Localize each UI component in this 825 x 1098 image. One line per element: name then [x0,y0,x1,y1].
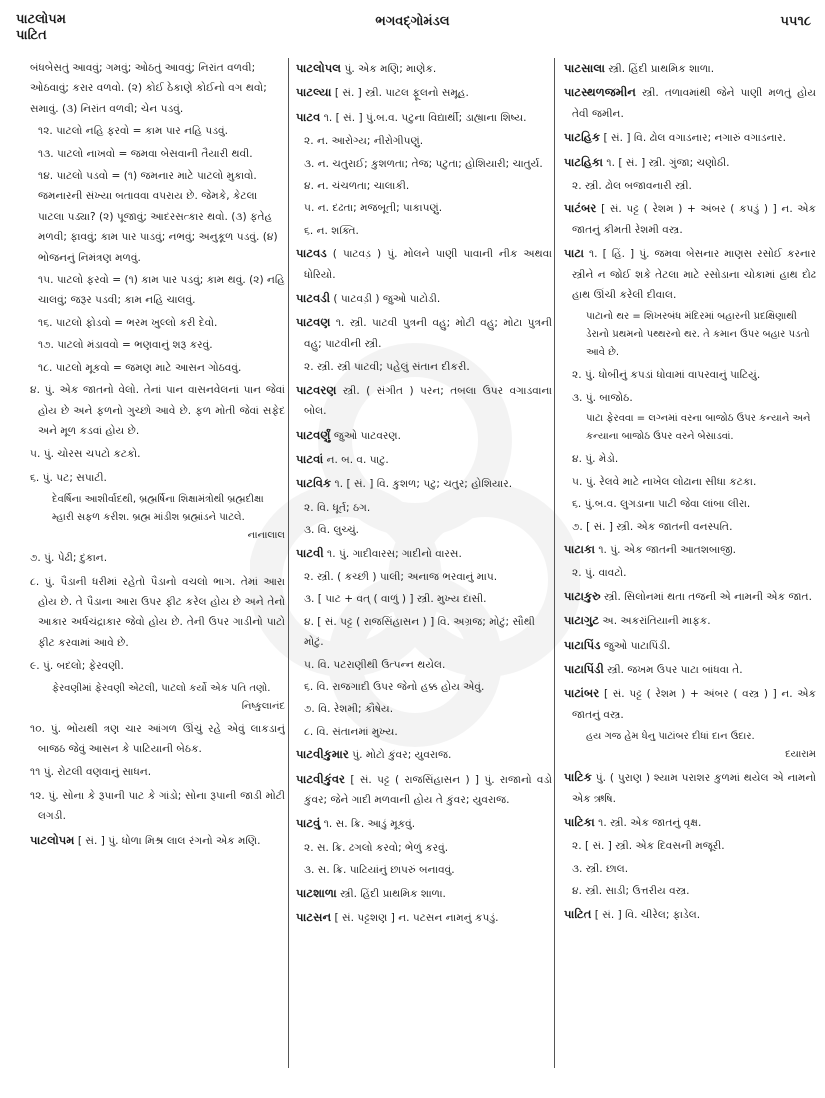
entry-sense [296,198,552,218]
definition-text: જુઓ પાટાપિંડી. [603,639,671,652]
definition-text: ૪. પું. મેડો. [572,453,619,466]
definition-text: ૧. સ્ત્રી. પાટવી પુત્રની વહુ; મોટી વહુ; મોટા પુત્રની વહુ; પાટવીની સ્ત્રી. [304,317,552,350]
definition-text: ૩. [ પાટ + વત્ ( વાળું ) ] સ્ત્રી. મુખ્ય દાસી. [304,593,487,606]
definition-text: ૭. [ સં. ] સ્ત્રી. એક જાતની વનસ્પતિ. [572,520,733,533]
entry-sense [296,520,552,540]
definition-text: ૧. [ સં. ] સ્ત્રી. ગુંજા; ચણોઠી. [606,156,730,169]
dictionary-entry [30,444,285,464]
dictionary-entry [296,543,552,564]
headword: પાટવું [296,816,321,831]
entry-sense [296,655,552,675]
dictionary-title: ભગવદ્ગોમંડલ [375,14,450,29]
dictionary-entry [30,468,285,488]
definition-text: ૬. પું.બ.વ. લુગડાના પાટી જેવા લાંબા લીરા. [572,498,751,511]
definition-text: ૩. સ્ત્રી. છાલ. [572,862,629,875]
definition-text: સ્ત્રી. ( સંગીત ) પરન; તબલા ઉપર વગાડવાના બોલ. [304,384,552,418]
definition-text: ૧૦. પું. ભોંયથી ત્રણ ચાર આંગળ ઊંચું રહે એવું લાકડાનું બાજઠ જેવું આસન કે પાટિયાની બેઠક. [30,722,285,755]
dictionary-entry [564,82,816,124]
headword: પાટવણ [296,315,331,330]
definition-text: ૫. વિ. પટરાણીથી ઉત્પન્ન થયેલ. [304,658,446,671]
headword: પાટવિક [296,476,332,491]
guide-word-last: પાટિત [16,28,47,43]
headword: પાટાંબર [564,686,600,701]
headword: પાટલોપમ [30,832,75,847]
entry-quotation [564,728,816,764]
column-2 [296,38,552,1098]
dictionary-entry [296,312,552,354]
column-1 [30,38,285,1098]
definition-text: [ સં. પટ્ટ ( રાજસિંહાસન ) ] પું. રાજાનો વડો કુંવર; જેને ગાદી મળવાની હોય તે કુંવર; યુવરાજ. [304,773,552,806]
entry-sense [30,335,285,355]
entry-sense [30,270,285,311]
entry-sense [564,836,816,856]
dictionary-entry [564,659,816,680]
dictionary-entry [30,830,285,851]
definition-text: ૯. પું. બદલો; ફેરવણી. [30,660,124,673]
dictionary-entry [296,58,552,79]
definition-text: પાટા ફેરવવા = લગ્નમાં વરના બાજોઠ ઉપર કન્યાને અને કન્યાના બાજોઠ ઉપર વરને બેસાડવાં. [586,413,811,443]
dictionary-entry [296,744,552,765]
headword: પાટવરણ [296,382,337,397]
definition-text: ૧. પું. એક જાતની આતશબાજી. [598,543,737,556]
definition-text: ૨. સ્ત્રી. સ્ત્રી પાટવી; પહેલું સંતાન દીકરી. [304,361,470,374]
dictionary-entry [30,786,285,827]
entry-quotation [564,410,816,446]
quotation-attribution: દયારામ [785,749,816,761]
definition-text: [ સં. પટ્ટશણ ] ન. પટસન નામનું કપડું. [334,912,499,925]
entry-sense [30,313,285,333]
definition-text: ૧૨. પું. સોના કે રૂપાની પાટ કે ગાંડો; સોના રૂપાની જાડી મોટી લગડી. [30,789,285,823]
definition-text: ૬. પું. પટ; સપાટી. [30,471,107,484]
definition-text: હય ગજ હેમ ધેનુ પાટાંબર દીધાં દાન ઉદાર. [586,731,755,743]
dictionary-entry [30,762,285,782]
entry-sense [564,449,816,469]
entry-sense [296,176,552,196]
definition-text: ૪. ન. ચંચળતા; ચાલાકી. [304,180,410,193]
headword: પાટવર્ણું [296,427,331,442]
entry-sense [296,357,552,377]
entry-sense [564,859,816,879]
definition-text: બંધબેસતું આવવું; ગમવું; ઓઠતું આવવું; નિરાંત વળવી; ઓઠવાવું; કરાર વળવો. (૨) કોઈ ઠેકાણે કોઈનો વગ થવો; સમાવું. (૩) નિરાંત વળવી; ચેન પડવું. [30,62,267,115]
entry-sense [296,131,552,151]
headword: પાટા [564,246,584,261]
definition-text: પું. ( પુરાણ ) શ્યામ પરાશર કુળમાં થયેલ એ નામનો એક ઋષિ. [572,772,816,805]
definition-text: ન. બ. વ. પાટુ. [326,453,389,466]
definition-text: ૨. વિ. ધૂર્ત; ઠગ. [304,501,371,514]
definition-text: ૨. પું. ધોબીનું કપડાં ધોવામાં વાપરવાનું પાટિયું. [572,369,761,382]
definition-text: સ્ત્રી. તળાવમાંથી જેને પાણી મળતું હોય તેવી જમીન. [572,87,816,120]
page-number: ૫૫૧૮ [780,14,811,29]
entry-quotation [30,680,285,716]
dictionary-entry [296,380,552,422]
column-3 [564,38,816,1098]
definition-text: પું. એક મણિ; માણેક. [344,63,437,75]
dictionary-entry [30,719,285,760]
headword: પાટિત [564,906,592,921]
headword: પાટવડ [296,246,327,261]
definition-text: ૧૭. પાટલો મંડાવવો = ભણવાનું શરૂ કરવું. [38,339,213,352]
entry-sense [296,860,552,880]
headword: પાટંબર [564,201,597,216]
definition-text: ૩. ન. ચતુરાઈ; કુશળતા; તેજ; પટુતા; હોશિયારી; ચાતુર્ય. [304,157,543,170]
headword: પાટાપિંડ [564,637,601,652]
headword: પાટસન [296,910,332,925]
definition-text: ૨. ન. આરોગ્ય; નીરોગીપણું. [304,135,424,148]
entry-sense [564,517,816,537]
entry-sense [30,144,285,164]
dictionary-entry [564,152,816,173]
definition-text: ૧૮. પાટલો મૂકવો = જમણ માટે આસન ગોઠવવું. [38,361,242,374]
definition-text: ૩. પું. બાજોઠ. [572,391,633,404]
guide-word-first: પાટલોપમ [16,12,66,27]
headword: પાટવાં [296,451,324,466]
dictionary-entry [30,380,285,441]
entry-sense [30,121,285,141]
definition-text: જુઓ પાટવરણ. [333,429,402,442]
column-divider [288,58,289,1068]
definition-text: અ. અકરાંતિયાની માફક. [602,615,711,628]
headword: પાટલ્યા [296,85,332,100]
headword: પાટવડી [296,291,331,306]
definition-text: ૮. વિ. સંતાનમાં મુખ્ય. [304,725,398,738]
dictionary-entry [296,107,552,128]
dictionary-entry [564,610,816,631]
definition-text: પાટાનો થર = શિખરબંધ મંદિરમાં બહારની પ્રદક્ષિણાથી ડેરાનો પ્રથમનો પથ્થરનો થર. તે કમાન ઉપર બહાર પડતો આવે છે. [586,311,810,359]
definition-text: ૧૬. પાટલો ફોડવો = ભરમ ખુલ્લો કરી દેવો. [38,316,218,329]
dictionary-entry [296,425,552,446]
dictionary-entry [30,572,285,654]
entry-sense [564,881,816,901]
definition-text: સ્ત્રી. સિલોનમાં થતા તજની એ નામની એક જાત. [604,590,812,603]
definition-text: [ સં. ] વિ. ચીરેલ; ફાડેલ. [594,908,701,921]
headword: પાટસાલા [564,61,605,75]
definition-text: ૨. [ સં. ] સ્ત્રી. એક દિવસની મજૂરી. [572,840,725,853]
dictionary-entry [564,812,816,833]
dictionary-entry [30,548,285,568]
definition-text: પું. મોટો કુંવર; યુવરાજ. [352,749,452,762]
entry-sense [296,612,552,653]
definition-text: ૫. પું. રેલવે માટે નાખેલ લોઢાના સીધા કટકા. [572,475,757,488]
entry-continuation [30,58,285,119]
definition-text: ૧. [ સં. ] વિ. કુશળ; પટુ; ચતુર; હોશિયાર. [334,478,513,491]
dictionary-entry [564,58,816,79]
dictionary-entry [296,883,552,904]
definition-text: ૧૨. પાટલો નહિ ફરવો = કામ પાર નહિ પડવું. [38,125,228,138]
entry-sense [296,221,552,241]
entry-sense [564,472,816,492]
definition-text: ૩. વિ. લુચ્ચું. [304,524,360,537]
dictionary-entry [296,769,552,811]
dictionary-entry [564,635,816,656]
dictionary-entry [564,127,816,148]
headword: પાટશાળા [296,885,337,900]
definition-text: ૭. વિ. રેશમી; કૌષેય. [304,703,394,716]
definition-text: ૬. ન. શક્તિ. [304,224,359,237]
definition-text: ૨. સ. ક્રિ. ઢગલો કરવો; ભેળું કરવું. [304,841,449,854]
definition-text: [ સં. પટ્ટ ( રેશમ ) + અંબર ( વસ્ત્ર ) ] ન. એક જાતનું વસ્ત્ર. [572,688,816,721]
definition-text: [ સં. ] પું. ધોળા મિશ્ર લાલ રંગનો એક મણિ. [77,834,261,847]
definition-text: ૧૧ પું. રોટલી વણવાનું સાધન. [30,766,152,779]
dictionary-entry [296,449,552,470]
dictionary-entry [296,907,552,928]
dictionary-entry [564,683,816,725]
dictionary-entry [564,904,816,925]
headword: પાટસ્થળજમીન [564,85,636,100]
entry-sense [564,365,816,385]
dictionary-entry [296,473,552,494]
headword: પાટવીકુંવર [296,771,346,786]
headword: પાટાકુરુ [564,588,601,603]
definition-text: ૫. પું. ચોરસ ચપટો કટકો. [30,448,141,461]
dictionary-entry [564,198,816,240]
definition-text: ૪. સ્ત્રી. સાડી; ઉત્તરીય વસ્ત્ર. [572,885,690,898]
definition-text: ૧. સ. ક્રિ. આડું મૂકવું. [323,818,416,831]
entry-sense [296,498,552,518]
definition-text: ૧. [ સં. ] પું.બ.વ. પટુના વિદ્યાર્થી; ડાહ્યાના શિષ્ય. [323,111,527,124]
entry-sense [296,722,552,742]
entry-sense [564,176,816,196]
dictionary-entry [296,243,552,285]
column-divider [554,58,555,1068]
dictionary-entry [564,539,816,560]
definition-text: ૪. [ સં. પટ્ટ ( રાજસિંહાસન ) ] વિ. અગ્રજ; મોટું; સૌથી મોટું. [304,615,535,649]
entry-sense [564,563,816,583]
definition-text: ૨. સ્ત્રી. ઢોલ બજાવનારી સ્ત્રી. [572,180,692,193]
definition-text: ૧. [ હિં. ] પું. જમવા બેસનાર માણસ રસોઈ કરનાર સ્ત્રીને ન જોઈ શકે તેટલા માટે રસોડાના ચોકામાં હાથ દોઢ હાથ ઊંચી કરેલી દીવાલ. [572,248,816,302]
definition-text: સ્ત્રી. જખમ ઉપર પાટા બાંધવા તે. [607,663,743,676]
entry-sense [296,699,552,719]
headword: પાટહિક [564,130,601,145]
definition-text: [ સં. પટ્ટ ( રેશમ ) + અંબર ( કપડું ) ] ન. એક જાતનું કીમતી રેશમી વસ્ત્ર. [572,203,816,236]
dictionary-entry [296,813,552,834]
definition-text: ૧૩. પાટલો નાખવો = જમવા બેસવાની તૈયારી થવી. [38,147,253,160]
definition-text: ૮. પું. પૈડાની ધરીમાં રહેતો પૈડાનો વચલો ભાગ. તેમાં આરા હોય છે. તે પૈડાના આરા ઉપર ફીટ કરેલ હોય છે અને તેનો આકાર અર્ધચંદ્રાકાર જેવો હોય છે. તેની ઉપર ગાડીનો પાટો ફીટ કરવામાં આવે છે. [30,575,285,649]
definition-text: ૧. પું. ગાદીવારસ; ગાદીનો વારસ. [327,547,462,560]
entry-sense [296,567,552,587]
dictionary-entry [564,586,816,607]
definition-text: ૧૫. પાટલો ફરવો = (૧) કામ પાર પડવું; કામ થવું. (૨) નહિ ચાલવું; જરૂર પડવી; કામ નહિ ચાલવું. [38,274,285,307]
entry-quotation [30,491,285,545]
definition-text: ( પાટવડ઼ી ) જુઓ પાટોડી. [333,293,441,306]
headword: પાટાગુટ [564,613,600,628]
entry-sense [296,677,552,697]
headword: પાટવી [296,545,324,560]
entry-quotation [564,308,816,362]
quotation-attribution: નિષ્કુલાનંદ [241,700,285,712]
headword: પાટહિકા [564,154,604,169]
dictionary-entry [296,288,552,309]
quotation-attribution: નાનાલાલ [247,530,285,542]
definition-text: ૬. વિ. રાજગાદી ઉપર જેનો હક્ક હોય એવું. [304,680,485,693]
dictionary-entry [564,767,816,809]
dictionary-entry [30,656,285,676]
definition-text: ફેરવણીમાં ફેરવણી એટલી, પાટલો કર્યો એક પતિ તણો. [52,682,271,694]
definition-text: સ્ત્રી. હિંદી પ્રાથમિક શાળા. [340,887,446,900]
dictionary-entry [564,243,816,305]
definition-text: સ્ત્રી. હિંદી પ્રાથમિક શાળા. [608,63,715,75]
definition-text: [ સં. ] સ્ત્રી. પાટલ ફૂલનો સમૂહ. [334,87,469,100]
definition-text: ૩. સ. ક્રિ. પાટિયાંનું છાપરું બનાવવું. [304,864,455,877]
headword: પાટવ [296,109,321,124]
definition-text: ૨. પું. વાવટો. [572,567,627,580]
entry-sense [564,388,816,408]
entry-sense [296,589,552,609]
headword: પાટાકા [564,541,595,556]
entry-sense [564,494,816,514]
entry-sense [296,838,552,858]
definition-text: ૧૪. પાટલો પડવો = (૧) જમનાર માટે પાટલો મુકાવો. જમનારની સંખ્યા બતાવવા વપરાય છે. જેમકે, કેટલા પાટલા પડ્યા? (૨) પૂજાવું; આદરસત્કાર થવો. (૩) ફતેહ મળવી; ફાવવું; કામ પાર પાડવું; નભવું; અનુકૂળ પડવું. (૪) ભોજનનું નિમંત્રણ મળવું. [38,170,278,264]
definition-text: દેવર્ષિના આશીર્વાદથી, બ્રહ્મર્ષિના શિક્ષામંત્રોથી બ્રહ્મદીક્ષા મ્હારી સફળ કરીશ. બ્રહ્મ માંડીશ બ્રહ્માંડને પાટલે. [52,494,264,524]
headword: પાટિક [564,770,592,785]
headword: પાટિકા [564,814,595,829]
definition-text: ૫. ન. દઢતા; મજબૂતી; પાકાપણું. [304,202,443,215]
dictionary-entry [296,82,552,103]
headword: પાટલોપલ [296,61,342,75]
entry-sense [30,358,285,378]
definition-text: ૧. સ્ત્રી. એક જાતનું વૃક્ષ. [598,816,702,829]
entry-sense [296,154,552,174]
entry-sense [30,166,285,268]
definition-text: ૨. સ્ત્રી. ( કચ્છી ) પાલી; અનાજ ભરવાનું માપ. [304,570,498,583]
definition-text: ૭. પું. પેઢી; દુકાન. [30,552,108,565]
definition-text: ૪. પું. એક જાતનો વેલો. તેનાં પાન વાસનવેલનાં પાન જેવાં હોય છે અને ફળનો ગુચ્છો આવે છે. ફળ મોતી જેવાં સફેદ અને મૂળ કડવાં હોય છે. [30,384,285,437]
definition-text: ( પાટવડ઼ ) પું. મોલને પાણી પાવાની નીક અથવા ધોરિયો. [304,248,552,281]
headword: પાટવીકુમાર [296,747,349,762]
definition-text: [ સં. ] વિ. ઢોલ વગાડનાર; નગારું વગાડનાર. [603,132,786,145]
headword: પાટાપિંડી [564,661,604,676]
